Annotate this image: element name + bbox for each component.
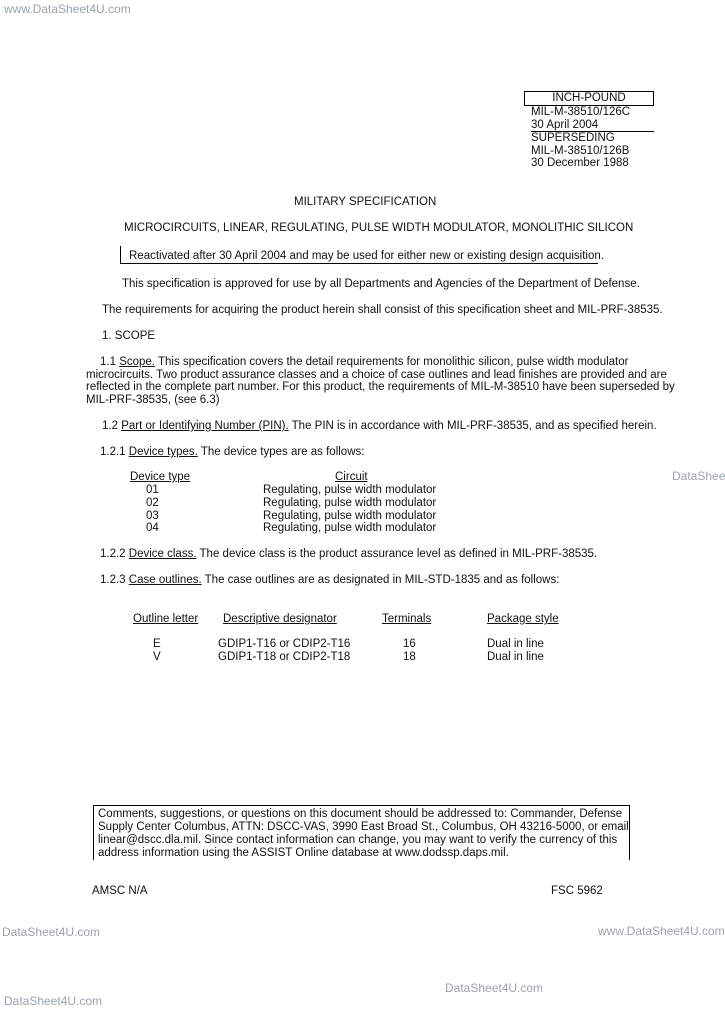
para-1-1-title: Scope. [119, 356, 156, 368]
para-1-2-1-title: Device types. [128, 446, 198, 458]
package-style-cell: Dual in line [487, 638, 544, 650]
comments-line4: address information using the ASSIST Online database at www.dodssp.daps.mil. [98, 847, 509, 859]
outline-letter-header: Outline letter [133, 613, 199, 625]
circuit-header: Circuit [335, 471, 368, 483]
comments-line1: Comments, suggestions, or questions on this document should be addressed to: Commander, Defense [98, 808, 623, 820]
circuit-cell: Regulating, pulse width modulator [263, 484, 437, 496]
circuit-cell: Regulating, pulse width modulator [263, 497, 437, 509]
watermark-footer-left: DataSheet4U.com [4, 994, 103, 1008]
para-1-2-title: Part or Identifying Number (PIN). [121, 420, 289, 432]
watermark-footer-center: DataSheet4U.com [445, 981, 544, 995]
comments-line3: linear@dscc.dla.mil. Since contact information can change, you may want to verify the currency of this [98, 834, 618, 846]
doc-number: MIL-M-38510/126C [531, 106, 631, 118]
descriptive-designator-header: Descriptive designator [223, 613, 337, 625]
watermark-right-edge: DataShee [672, 469, 725, 483]
inch-pound-label: INCH-POUND [552, 92, 626, 104]
para-1-2-1 [100, 446, 364, 459]
designator-cell: GDIP1-T16 or CDIP2-T16 [218, 638, 351, 650]
watermark-top-left: www.DataSheet4U.com [4, 2, 131, 16]
para-1-2-text: The PIN is in accordance with MIL-PRF-38535, and as specified herein. [291, 420, 657, 432]
doc-date: 30 April 2004 [531, 119, 599, 131]
circuit-cell: Regulating, pulse width modulator [263, 522, 437, 534]
para-1-2-2-text: The device class is the product assurance level as defined in MIL-PRF-38535. [199, 548, 598, 560]
watermark-bottom-right: www.DataSheet4U.com [598, 924, 725, 938]
superseding-label: SUPERSEDING [531, 132, 615, 144]
outline-letter-cell: E [153, 638, 161, 650]
para-1-1-line1 [100, 356, 628, 369]
para-1-2-3 [100, 574, 559, 587]
superseded-date: 30 December 1988 [531, 157, 629, 169]
para-1-1-line4: MIL-PRF-38535, (see 6.3) [86, 394, 220, 406]
comments-line2: Supply Center Columbus, ATTN: DSCC-VAS, 3990 East Broad St., Columbus, OH 43216-5000, or email [98, 821, 629, 833]
para-1-2 [102, 420, 657, 433]
designator-cell: GDIP1-T18 or CDIP2-T18 [218, 651, 351, 663]
spec-type-title: MILITARY SPECIFICATION [294, 196, 437, 208]
terminals-header: Terminals [382, 613, 432, 625]
device-type-header: Device type [130, 471, 191, 483]
para-1-1-text: This specification covers the detail requirements for monolithic silicon, pulse width modulator [158, 356, 629, 368]
para-1-2-2 [100, 548, 597, 561]
para-1-2-1-number: 1.2.1 [100, 446, 126, 458]
terminals-cell: 16 [403, 638, 416, 650]
device-type-cell: 04 [146, 522, 159, 534]
para-1-2-1-text: The device types are as follows: [200, 446, 365, 458]
para-1-2-2-title: Device class. [128, 548, 197, 560]
para-1-1-line2: microcircuits. Two product assurance classes and a choice of case outlines and lead finishes are provided and are [86, 369, 667, 381]
approval-text: This specification is approved for use by all Departments and Agencies of the Department of Defense. [122, 278, 640, 290]
outline-letter-cell: V [153, 651, 161, 663]
para-1-1-number: 1.1 [100, 356, 116, 368]
para-1-2-3-number: 1.2.3 [100, 574, 126, 586]
fsc-label: FSC 5962 [551, 885, 603, 897]
para-1-1-line3: reflected in the complete part number. For this product, the requirements of MIL-M-38510 have been superseded by [86, 381, 675, 393]
device-type-cell: 03 [146, 510, 159, 522]
amsc-label: AMSC N/A [92, 885, 148, 897]
device-type-cell: 02 [146, 497, 159, 509]
para-1-2-3-title: Case outlines. [128, 574, 202, 586]
superseded-number: MIL-M-38510/126B [531, 145, 630, 157]
device-type-cell: 01 [146, 484, 159, 496]
reactivation-note: Reactivated after 30 April 2004 and may be used for either new or existing design acquisition. [129, 250, 604, 262]
para-1-2-number: 1.2 [102, 420, 118, 432]
scope-heading: 1. SCOPE [102, 330, 156, 342]
para-1-2-3-text: The case outlines are as designated in MIL-STD-1835 and as follows: [204, 574, 560, 586]
terminals-cell: 18 [403, 651, 416, 663]
para-1-2-2-number: 1.2.2 [100, 548, 126, 560]
spec-title: MICROCIRCUITS, LINEAR, REGULATING, PULSE WIDTH MODULATOR, MONOLITHIC SILICON [124, 222, 634, 234]
circuit-cell: Regulating, pulse width modulator [263, 510, 437, 522]
requirements-text: The requirements for acquiring the product herein shall consist of this specification sheet and MIL-PRF-38535. [102, 304, 663, 316]
package-style-header: Package style [487, 613, 559, 625]
watermark-bottom-left: DataSheet4U.com [2, 925, 101, 939]
package-style-cell: Dual in line [487, 651, 544, 663]
